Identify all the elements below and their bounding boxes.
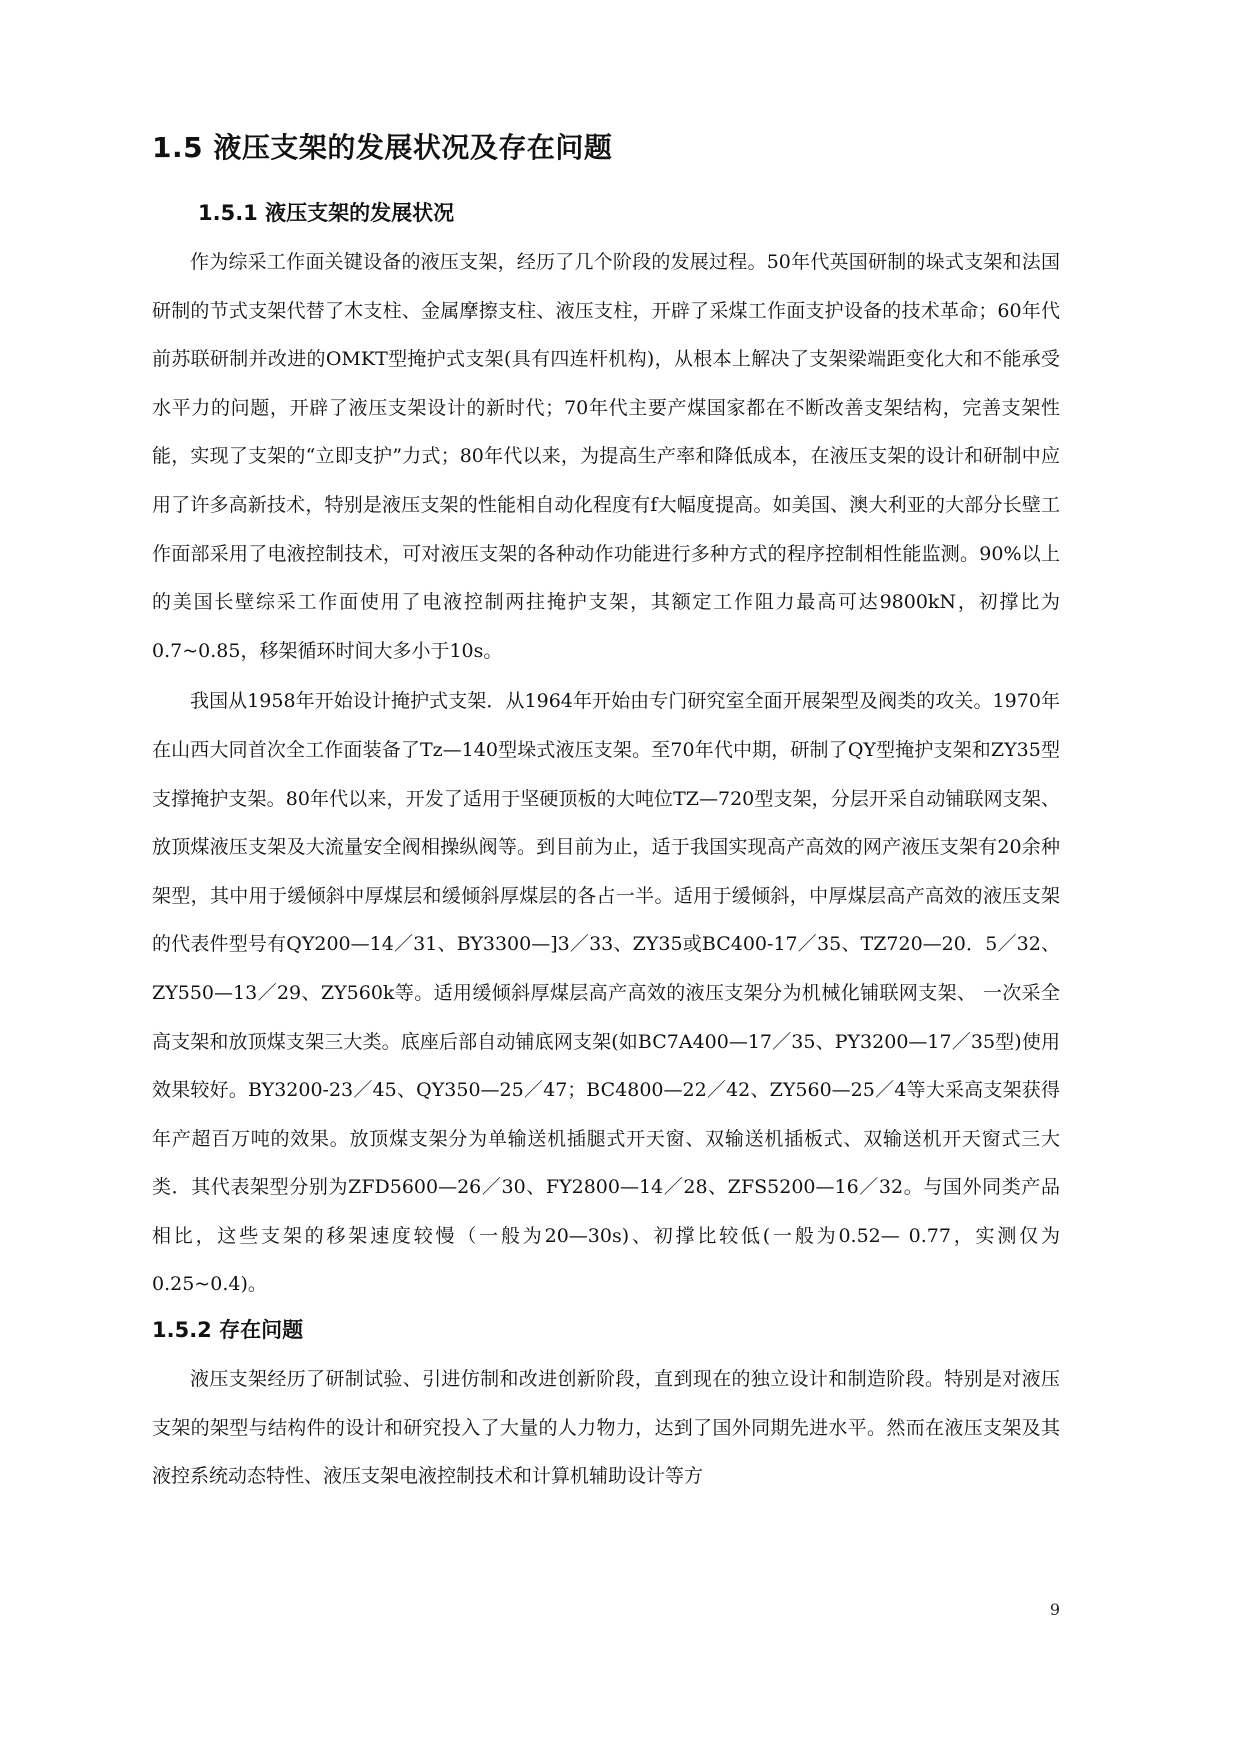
subsection-heading-problems: 1.5.2 存在问题 bbox=[152, 1318, 304, 1343]
paragraph-problems: 液压支架经历了研制试验、引进仿制和改进创新阶段，直到现在的独立设计和制造阶段。特别是对液压支架的架型与结构件的设计和研究投入了大量的人力物力，达到了国外同期先进水平。然而在液压支架及其液控系统动态特性、液压支架电液控制技术和计算机辅助设计等方 bbox=[152, 1368, 1060, 1488]
page-content bbox=[152, 120, 1060, 1501]
paragraph-development-abroad: 作为综采工作面关键设备的液压支架，经历了几个阶段的发展过程。50年代英国研制的垛式支架和法国研制的节式支架代替了木支柱、金属摩擦支柱、液压支柱，开辟了采煤工作面支护设备的技术革命；60年代前苏联研制并改进的OMKT型掩护式支架(具有四连杆机构)，从根本上解决了支架梁端距变化大和不能承受水平力的问题，开辟了液压支架设计的新时代；70年代主要产煤国家都在不断改善支架结构，完善支架性能，实现了支架的“立即支护”力式；80年代以来，为提高生产率和降低成本，在液压支架的设计和研制中应用了许多高新技术，特别是液压支架的性能相自动化程度有f大幅度提高。如美国、澳大利亚的大部分长壁工作面部采用了电液控制技术，可对液压支架的各种动作功能进行多种方式的程序控制相性能监测。90%以上的美国长壁综采工作面使用了电液控制两拄掩护支架，其额定工作阻力最高可达9800kN，初撑比为0.7~0.85，移架循环时间大多小于10s。 bbox=[152, 251, 1060, 662]
subsection-heading-development: 1.5.1 液压支架的发展状况 bbox=[198, 201, 455, 225]
paragraph-development-china: 我国从1958年开始设计掩护式支架．从1964年开始由专门研究室全面开展架型及阀类的攻关。1970年在山西大同首次全工作面装备了Tz—140型垛式液压支架。至70年代中期，研制了QY型掩护支架和ZY35型支撑掩护支架。80年代以来，开发了适用于坚硬顶板的大吨位TZ—720型支架，分层开采自动铺联网支架、放顶煤液压支架及大流量安全阀相操纵阀等。到目前为止，适于我国实现高产高效的网产液压支架有20余种架型，其中用于缓倾斜中厚煤层和缓倾斜厚煤层的各占一半。适用于缓倾斜，中厚煤层高产高效的液压支架的代表件型号有QY200—14／31、BY3300—]3／33、ZY35或BC400-17／35、TZ720—20．5／32、ZY550—13／29、ZY560k等。适用缓倾斜厚煤层高产高效的液压支架分为机械化铺联网支架、 一次采全高支架和放顶煤支架三大类。底座后部自动铺底网支架(如BC7A400—17／35、PY3200—17／35型)使用效果较好。BY3200-23／45、QY350—25／47；BC4800—22／42、ZY560—25／4等大采高支架获得年产超百万吨的效果。放顶煤支架分为单输送机插腿式开天窗、双输送机插板式、双输送机开天窗式三大类．其代表架型分别为ZFD5600—26／30、FY2800—14／28、ZFS5200—16／32。与国外同类产品相比，这些支架的移架速度较慢（一般为20—30s)、初撑比较低(一般为0.52— 0.77，实测仅为0.25~0.4)。 bbox=[152, 690, 1060, 1296]
section-heading: 1.5 液压支架的发展状况及存在问题 bbox=[152, 131, 613, 164]
page-number: 9 bbox=[1049, 1600, 1060, 1619]
